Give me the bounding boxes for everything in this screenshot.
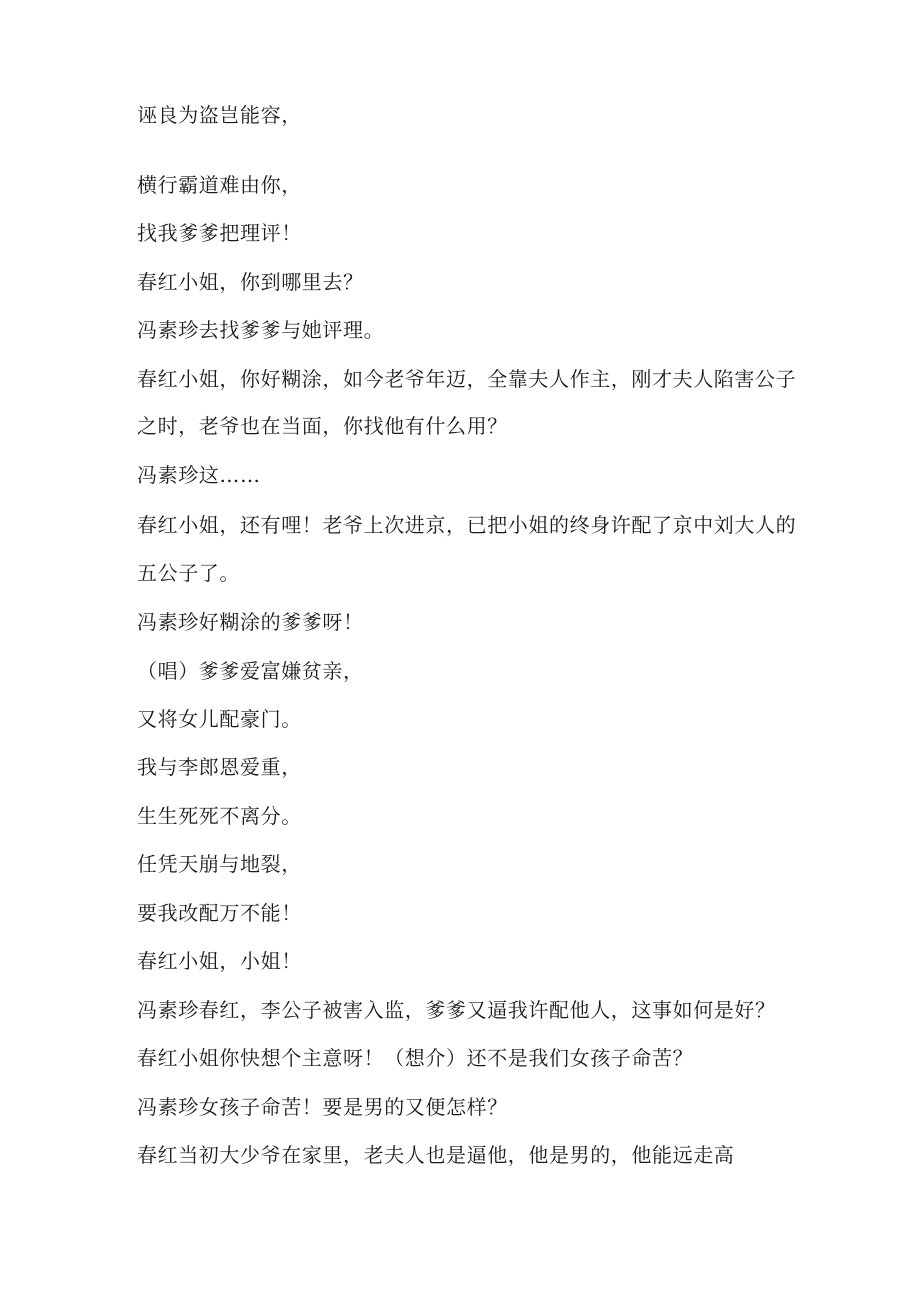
text-line: 找我爹爹把理评！ (137, 221, 302, 245)
text-line: 横行霸道难由你， (137, 173, 302, 197)
text-line: 冯素珍好糊涂的爹爹呀！ (137, 610, 364, 634)
text-line: 之时，老爷也在当面，你找他有什么用？ (137, 414, 508, 438)
text-line: 春红当初大少爷在家里，老夫人也是逼他，他是男的，他能远走高 (137, 1143, 735, 1167)
text-line: 春红小姐，还有哩！老爷上次进京，已把小姐的终身许配了京中刘大人的 (137, 513, 797, 537)
text-line: （唱）爹爹爱富嫌贫亲， (137, 659, 364, 683)
text-line: 又将女儿配豪门。 (137, 707, 302, 731)
text-line: 冯素珍女孩子命苦！要是男的又便怎样？ (137, 1095, 508, 1119)
text-line: 冯素珍这…… (137, 463, 261, 487)
text-line: 诬良为盗岂能容， (137, 103, 302, 127)
text-line: 我与李郎恩爱重， (137, 755, 302, 779)
text-line: 冯素珍去找爹爹与她评理。 (137, 318, 385, 342)
text-line: 五公子了。 (137, 561, 240, 585)
text-line: 春红小姐，小姐！ (137, 949, 302, 973)
text-line: 任凭天崩与地裂， (137, 852, 302, 876)
text-line: 春红小姐，你到哪里去？ (137, 270, 364, 294)
text-line: 春红小姐你快想个主意呀！（想介）还不是我们女孩子命苦？ (137, 1046, 694, 1070)
text-line: 冯素珍春红，李公子被害入监，爹爹又逼我许配他人，这事如何是好？ (137, 998, 776, 1022)
text-line: 春红小姐，你好糊涂，如今老爷年迈，全靠夫人作主，刚才夫人陷害公子 (137, 367, 797, 391)
text-line: 要我改配万不能！ (137, 901, 302, 925)
text-line: 生生死死不离分。 (137, 804, 302, 828)
